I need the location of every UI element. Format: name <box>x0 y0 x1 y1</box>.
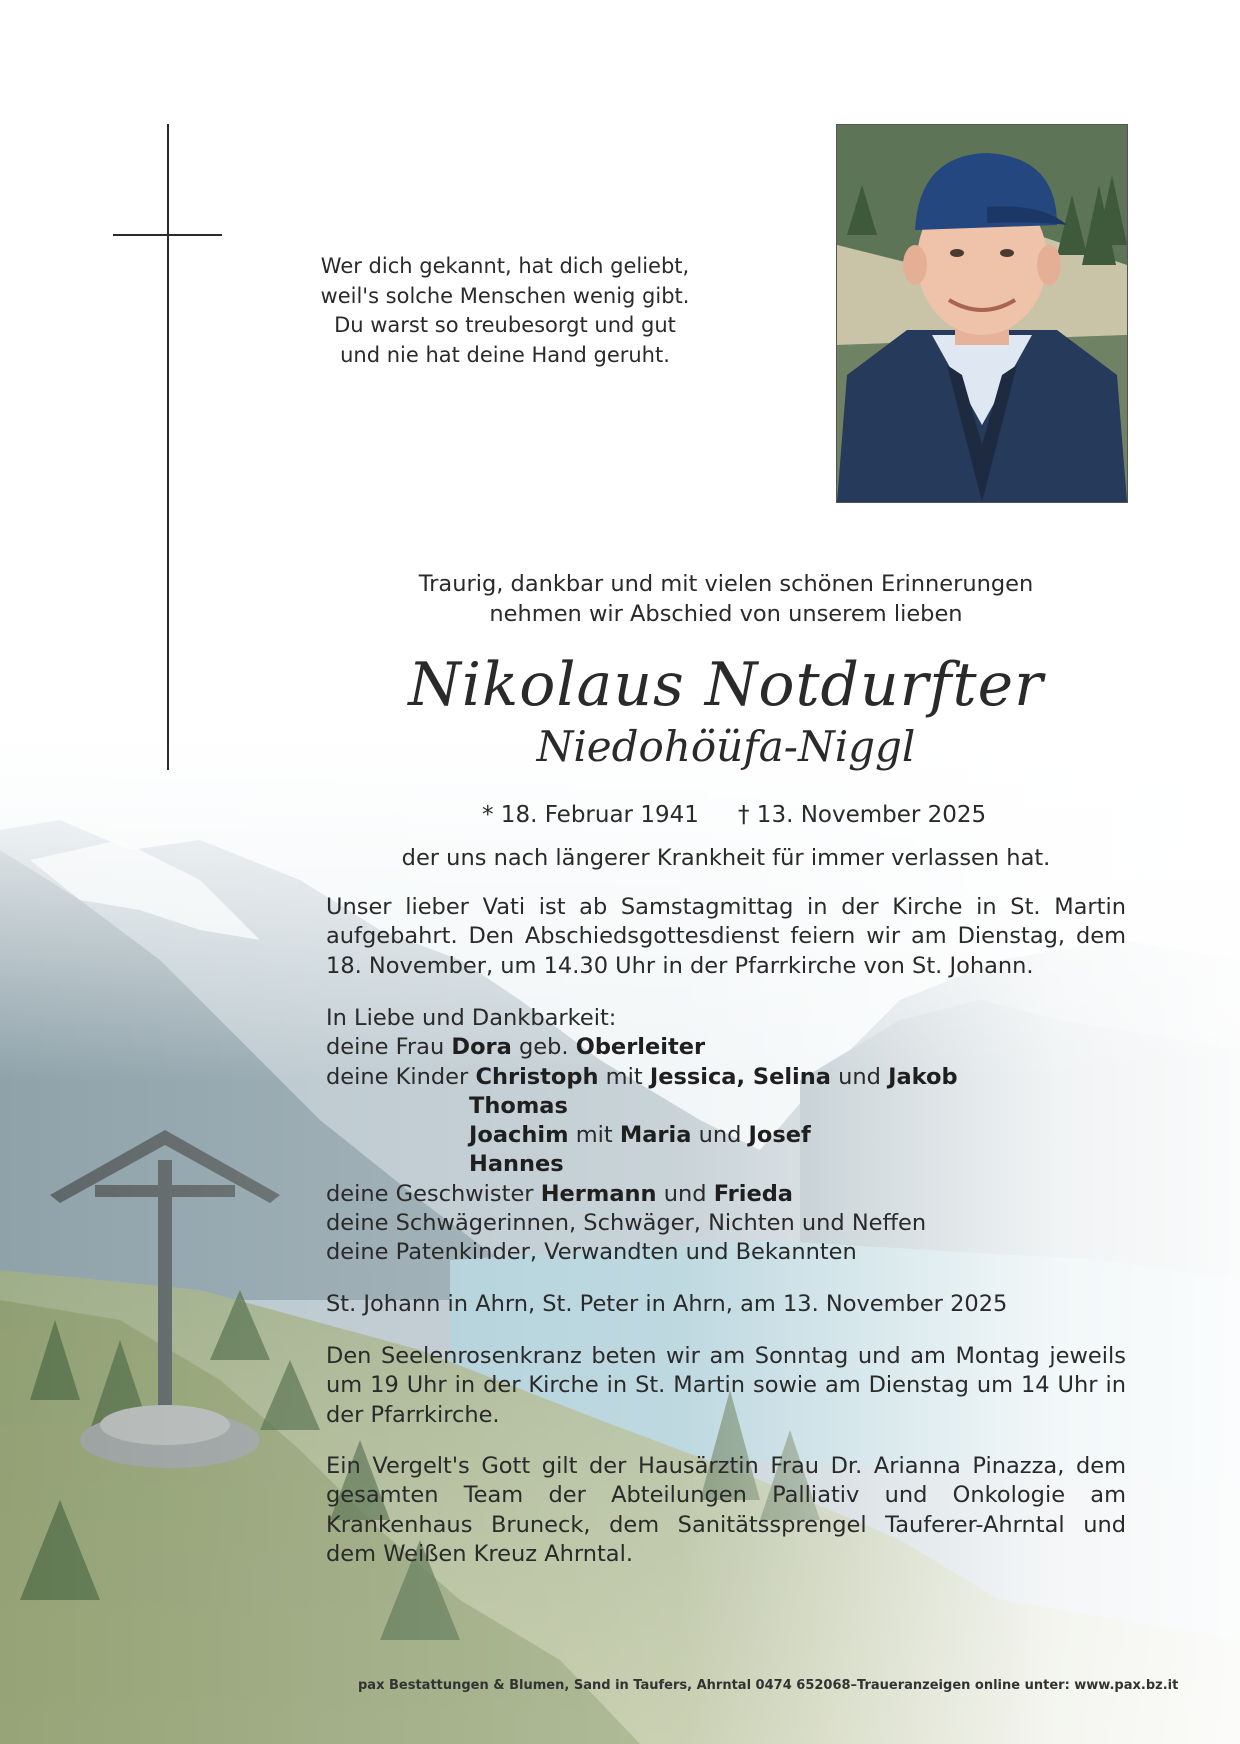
intro-text <box>326 570 1126 629</box>
mourner-line-children <box>326 1063 1126 1092</box>
departed-text: der uns nach längerer Krankheit für immer verlassen hat. <box>401 845 1051 871</box>
mourner-text: mit <box>575 1122 613 1149</box>
rosary-info: Den Seelenrosenkranz beten wir am Sonntag und am Montag jeweils um 19 Uhr in der Kirche in St. Martin sowie am Dienstag um 14 Uhr in der Pfarrkirche. <box>326 1343 1126 1428</box>
mourner-line-siblings <box>326 1180 1126 1209</box>
poem-line: und nie hat deine Hand geruht. <box>340 342 670 367</box>
mourner-line-inlaws: deine Schwägerinnen, Schwäger, Nichten und Neffen <box>326 1210 927 1237</box>
place-date-text: St. Johann in Ahrn, St. Peter in Ahrn, am 13. November 2025 <box>326 1291 1008 1317</box>
mourner-line-child <box>326 1121 1126 1150</box>
mourners-heading: In Liebe und Dankbarkeit: <box>326 1005 617 1031</box>
mourner-name: Hannes <box>469 1151 564 1178</box>
deceased-nickname: Niedohöüfa-Niggl <box>536 722 916 771</box>
cross-horizontal <box>113 234 222 236</box>
mourner-name: Thomas <box>469 1092 568 1119</box>
mourner-name: Frieda <box>713 1180 793 1207</box>
mourner-name: Joachim <box>469 1122 569 1149</box>
funeral-info: Unser lieber Vati ist ab Samstagmittag in der Kirche in St. Martin aufgebahrt. Den Abschiedsgottesdienst feiern wir am Dienstag, dem 18. November, um 14.30 Uhr in der Pfarrkirche von St. Johann. <box>326 894 1126 979</box>
mourner-name: Hermann <box>540 1180 657 1207</box>
mourner-line-godchildren: deine Patenkinder, Verwandten und Bekannten <box>326 1239 857 1266</box>
mourner-text: deine Kinder <box>326 1063 469 1090</box>
mourner-line-child <box>326 1150 1126 1179</box>
poem-line: Du warst so treubesorgt und gut <box>334 313 676 337</box>
cross-vertical <box>167 124 169 770</box>
mourner-line-wife <box>326 1033 1126 1062</box>
mourner-text: und <box>698 1122 742 1149</box>
mourner-text: mit <box>605 1063 643 1090</box>
footer-imprint: pax Bestattungen & Blumen, Sand in Taufers, Ahrntal 0474 652068–Traueranzeigen online unter: www.pax.bz.it <box>358 1678 1179 1693</box>
intro-line: nehmen wir Abschied von unserem lieben <box>489 600 963 627</box>
birth-date: * 18. Februar 1941 <box>482 802 699 828</box>
poem-line: weil's solche Menschen wenig gibt. <box>320 283 690 308</box>
mourner-text: und <box>663 1180 707 1207</box>
mourner-text: deine Geschwister <box>326 1180 534 1207</box>
mourner-name: Oberleiter <box>575 1034 706 1061</box>
place-date <box>326 1290 1126 1319</box>
thanks-text: Ein Vergelt's Gott gilt der Hausärztin Frau Dr. Arianna Pinazza, dem gesamten Team der Abteilungen Palliativ und Onkologie am Krankenhaus Bruneck, dem Sanitätssprengel Tauferer-Ahrntal und dem Weißen Kreuz Ahrntal. <box>326 1453 1126 1567</box>
deceased-name: Nikolaus Notdurfter <box>408 650 1044 720</box>
mourner-text: deine Frau <box>326 1034 445 1061</box>
mourner-text: und <box>838 1063 881 1090</box>
poem <box>300 252 710 370</box>
intro-line: Traurig, dankbar und mit vielen schönen Erinnerungen <box>418 571 1034 597</box>
mourners-list <box>326 1004 1126 1268</box>
mourner-text: geb. <box>518 1034 569 1061</box>
mourner-name: Josef <box>748 1122 811 1149</box>
mourner-name: Jessica, Selina <box>649 1063 831 1090</box>
mourner-name: Jakob <box>888 1063 958 1090</box>
mourner-name: Maria <box>619 1122 692 1149</box>
portrait-illustration <box>837 125 1127 502</box>
portrait-photo <box>836 124 1128 503</box>
poem-line: Wer dich gekannt, hat dich geliebt, <box>320 254 690 278</box>
mourner-name: Christoph <box>475 1063 599 1090</box>
mourner-line-child <box>326 1092 1126 1121</box>
mourner-name: Dora <box>451 1034 512 1061</box>
death-date: † 13. November 2025 <box>738 802 987 828</box>
